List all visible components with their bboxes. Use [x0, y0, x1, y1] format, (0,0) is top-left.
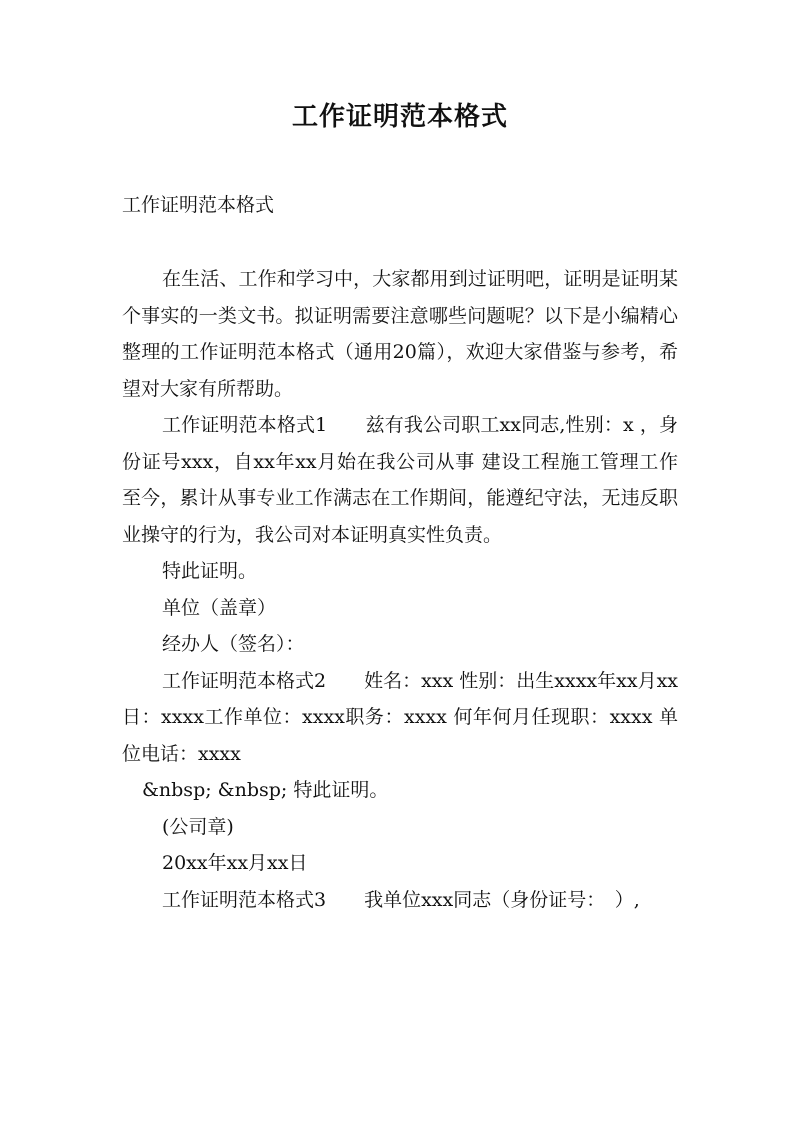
paragraph-intro: 在生活、工作和学习中，大家都用到过证明吧，证明是证明某个事实的一类文书。拟证明需要注意哪些问题呢？以下是小编精心整理的工作证明范本格式（通用20篇），欢迎大家借鉴与参考，希望对大家有所帮助。 — [122, 268, 678, 400]
document-subtitle: 工作证明范本格式 — [122, 194, 275, 216]
paragraph-nbsp-certify: &nbsp; &nbsp; 特此证明。 — [142, 779, 389, 801]
paragraph-template-2: 工作证明范本格式2 姓名：xxx 性别：出生xxxx年xx月xx日：xxxx工作单位：xxxx职务：xxxx 何年何月任现职：xxxx 单位电话：xxxx — [122, 669, 678, 765]
paragraph-template-3: 工作证明范本格式3 我单位xxx同志（身份证号： ）, — [162, 888, 640, 911]
paragraph-template-1: 工作证明范本格式1 兹有我公司职工xx同志,性别：x ，身份证号xxx，自xx年xx月始在我公司从事 建设工程施工管理工作至今，累计从事专业工作满志在工作期间，能遵纪守法，无违反职业操守的行为，我公司对本证明真实性负责。 — [122, 414, 678, 546]
paragraph-unit-seal: 单位（盖章） — [162, 596, 277, 619]
paragraph-handler-signature: 经办人（签名）： — [162, 633, 305, 655]
document-title: 工作证明范本格式 — [291, 102, 508, 132]
document-body — [122, 261, 678, 918]
paragraph-certify: 特此证明。 — [162, 560, 258, 582]
paragraph-date: 20xx年xx月xx日 — [162, 852, 308, 874]
paragraph-company-seal: (公司章) — [162, 815, 234, 838]
